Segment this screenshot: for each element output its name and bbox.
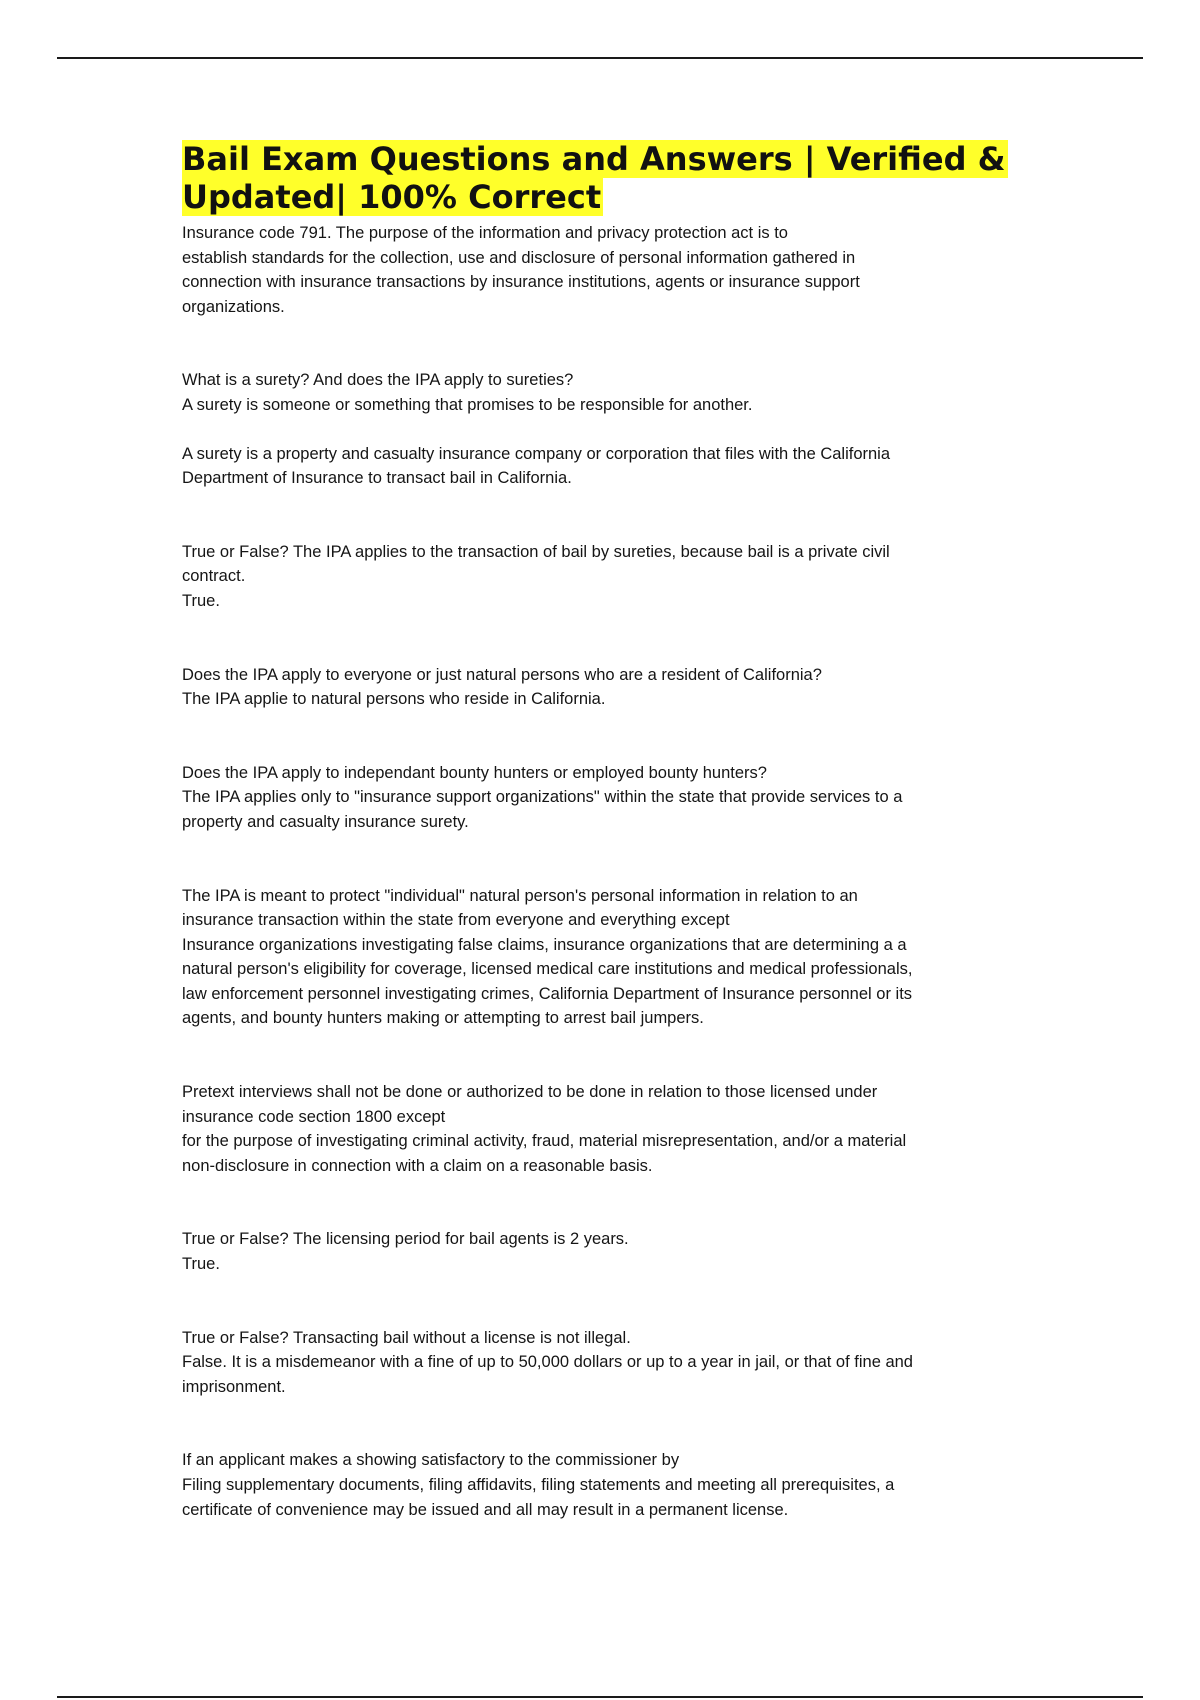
- qa-surety: [182, 368, 1022, 417]
- question-text: If an applicant makes a showing satisfactory to the commissioner by: [182, 1451, 680, 1470]
- qa-ipa-residents: [182, 663, 1022, 712]
- qa-licensing-period: [182, 1227, 1022, 1276]
- answer-text: A surety is someone or something that promises to be responsible for another.: [182, 395, 753, 414]
- question-text: Does the IPA apply to everyone or just natural persons who are a resident of California?: [182, 665, 822, 684]
- answer-text: True.: [182, 591, 220, 610]
- answer-text: agents, and bounty hunters making or attempting to arrest bail jumpers.: [182, 1009, 704, 1028]
- question-text: Does the IPA apply to independant bounty hunters or employed bounty hunters?: [182, 763, 767, 782]
- question-text: Pretext interviews shall not be done or authorized to be done in relation to those licensed under: [182, 1083, 878, 1102]
- document-title: [182, 140, 1022, 216]
- qa-ipa-bail-contract: [182, 540, 1022, 614]
- qa-surety-extra: A surety is a property and casualty insurance company or corporation that files with the California Department of Insurance to transact bail in California.: [182, 444, 891, 488]
- question-text: insurance code section 1800 except: [182, 1107, 446, 1126]
- answer-text: False. It is a misdemeanor with a fine of up to 50,000 dollars or up to a year in jail, or that of fine and: [182, 1353, 913, 1372]
- answer-text: The IPA applies only to "insurance support organizations" within the state that provide services to a: [182, 788, 903, 807]
- question-text: The IPA is meant to protect "individual" natural person's personal information in relation to an: [182, 886, 858, 905]
- answer-text: The IPA applie to natural persons who reside in California.: [182, 690, 606, 709]
- question-text: True or False? The IPA applies to the transaction of bail by sureties, because bail is a private civil: [182, 542, 890, 561]
- answer-text: Insurance organizations investigating false claims, insurance organizations that are determining a a: [182, 935, 907, 954]
- question-text: True or False? The licensing period for bail agents is 2 years.: [182, 1230, 629, 1249]
- question-text: True or False? Transacting bail without a license is not illegal.: [182, 1328, 631, 1347]
- answer-text: certificate of convenience may be issued and all may result in a permanent license.: [182, 1500, 789, 1519]
- answer-text: True.: [182, 1255, 220, 1274]
- qa-ipa-protection: [182, 884, 1022, 1032]
- title-highlight: Bail Exam Questions and Answers | Verified & Updated| 100% Correct: [182, 140, 1006, 216]
- answer-text: imprisonment.: [182, 1377, 286, 1396]
- question-text: contract.: [182, 567, 246, 586]
- answer-text: non-disclosure in connection with a claim on a reasonable basis.: [182, 1156, 653, 1175]
- question-text: insurance transaction within the state from everyone and everything except: [182, 911, 730, 930]
- qa-bounty-hunters: [182, 761, 1022, 835]
- answer-text: property and casualty insurance surety.: [182, 812, 469, 831]
- qa-certificate-of-convenience: [182, 1448, 1022, 1522]
- qa-unlicensed-bail: [182, 1326, 1022, 1400]
- top-horizontal-rule: [57, 57, 1143, 59]
- intro-paragraph: Insurance code 791. The purpose of the information and privacy protection act is to establish standards for the collection, use and disclosure of personal information gathered in connection with insurance transactions by insurance institutions, agents or insurance support organizations.: [182, 224, 860, 316]
- bottom-horizontal-rule: [57, 1696, 1143, 1698]
- qa-pretext-interviews: [182, 1080, 1022, 1178]
- answer-text: natural person's eligibility for coverage, licensed medical care institutions and medical professionals,: [182, 960, 913, 979]
- answer-text: Filing supplementary documents, filing affidavits, filing statements and meeting all prerequisites, a: [182, 1476, 895, 1494]
- answer-text: for the purpose of investigating criminal activity, fraud, material misrepresentation, and/or a material: [182, 1132, 907, 1151]
- question-text: What is a surety? And does the IPA apply to sureties?: [182, 371, 574, 390]
- answer-text: law enforcement personnel investigating crimes, California Department of Insurance personnel or its: [182, 984, 913, 1003]
- document-body: [182, 140, 1022, 1522]
